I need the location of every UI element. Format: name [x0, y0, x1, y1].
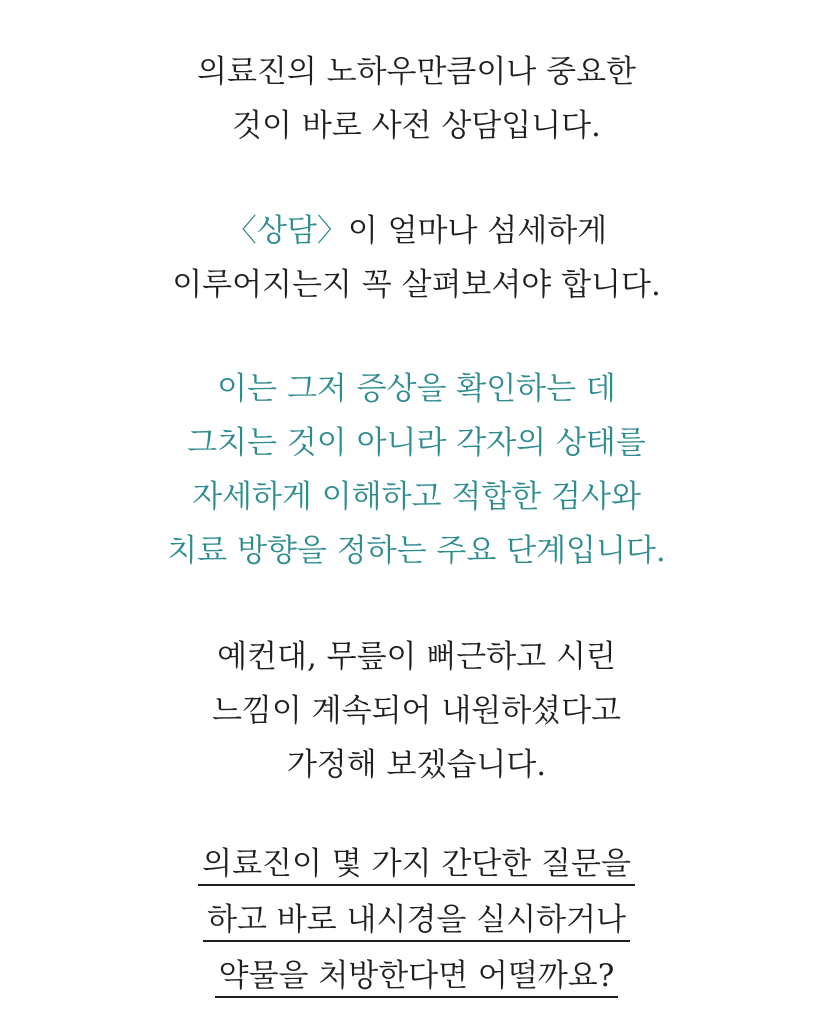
text-line: 가정해 보겠습니다. [286, 747, 547, 783]
underlined-text: 하고 바로 내시경을 실시하거나 [203, 900, 630, 942]
text-line: 예컨대, 무릎이 뻐근하고 시린 [217, 639, 616, 675]
underlined-text: 의료진이 몇 가지 간단한 질문을 [198, 844, 635, 886]
question-paragraph [0, 836, 833, 1004]
text-line: 느낌이 계속되어 내원하셨다고 [211, 693, 621, 729]
text-fragment: 이 얼마나 섬세하게 [347, 213, 608, 249]
consultation-highlight: 〈상담〉 [225, 213, 348, 249]
text-line [0, 204, 833, 258]
underlined-line [0, 892, 833, 948]
intro-paragraph [0, 45, 833, 153]
highlighted-paragraph [0, 362, 833, 578]
underlined-text: 약물을 처방한다면 어떨까요? [215, 956, 619, 998]
consultation-paragraph [0, 204, 833, 312]
text-line: 의료진의 노하우만큼이나 중요한 [197, 54, 636, 90]
text-line: 것이 바로 사전 상담입니다. [232, 108, 601, 144]
highlight-line: 그치는 것이 아니라 각자의 상태를 [187, 425, 646, 461]
highlight-line: 자세하게 이해하고 적합한 검사와 [192, 479, 641, 515]
highlight-line: 치료 방향을 정하는 주요 단계입니다. [167, 533, 666, 569]
underlined-line [0, 836, 833, 892]
highlight-line: 이는 그저 증상을 확인하는 데 [217, 371, 616, 407]
text-line: 이루어지는지 꼭 살펴보셔야 합니다. [172, 267, 661, 303]
example-paragraph [0, 630, 833, 792]
underlined-line [0, 948, 833, 1004]
